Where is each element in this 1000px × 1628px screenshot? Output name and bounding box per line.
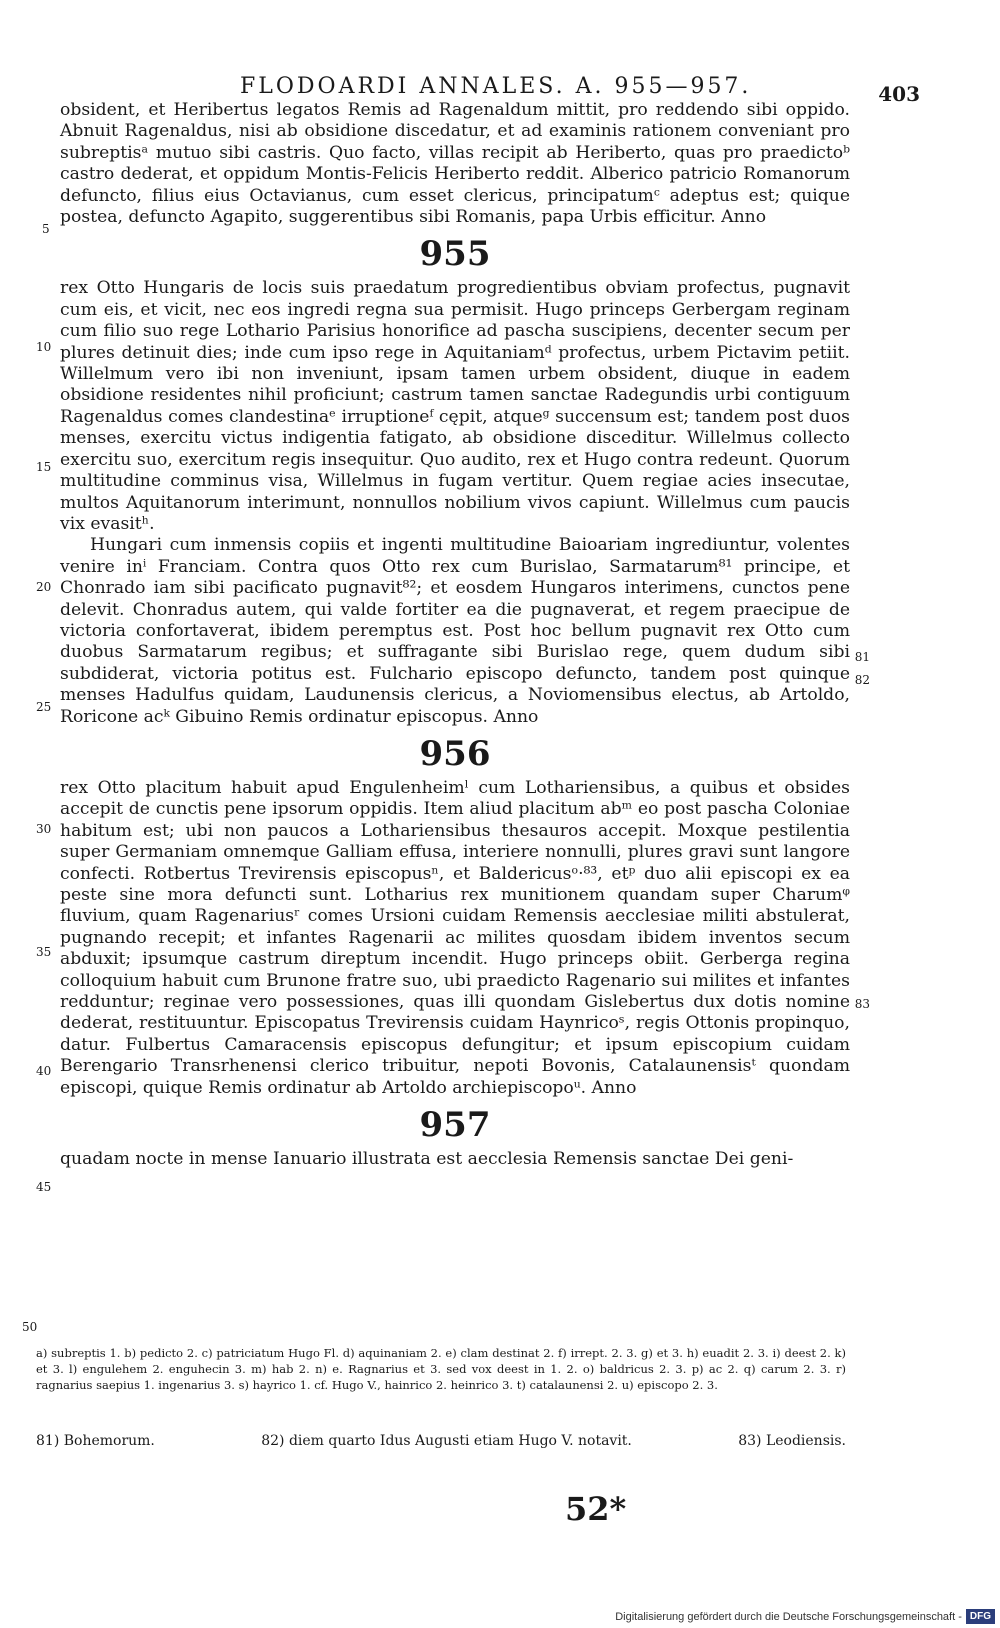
- line-number: 35: [36, 945, 52, 959]
- footnote-text: a) subreptis 1. b) pedicto 2. c) patriciatum Hugo Fl. d) aquinaniam 2. e) clam destinat 2. f) irrept. 2. 3. g) et 3. h) euadit 2. 3. i) deest 2. k) et 3. l) engulehem 2. enguhecin 3. m) hab 2. n) e. Ragnarius et 3. sed vox deest in 1. 2. o) baldricus 2. 3. p) ac 2. q) carum 2. 3. r) ragnarius saepius 1. ingenarius 3. s) hayrico 1. cf. Hugo V., hainrico 2. heinrico 3. t) catalaunensi 2. u) episcopo 2. 3.: [36, 1346, 846, 1392]
- paragraph-956: rex Otto placitum habuit apud Engulenheimˡ cum Lothariensibus, a quibus et obsides accepit de cunctis pene ipsorum oppidis. Item aliud placitum abᵐ eo post pascha Coloniae habitum est; ubi non paucos a Lothariensibus thesauros accepit. Moxque pestilentia super Germaniam omnemque Galliam effusa, interiere nonnulli, plures gravi sunt langore confecti. Rotbertus Trevirensis episcopusⁿ, et Baldericusᵒ·⁸³, etᵖ duo alii episcopi ex ea peste sine mora defuncti sunt. Lotharius rex munitionem quandam super Charumᵠ fluvium, quam Ragenariusʳ comes Ursioni cuidam Remensis aecclesiae militi abstulerat, pugnando recepit; et infantes Ragenarii ac milites quosdam ibidem inventos secum abduxit; ipsumque castrum direptum incendit. Hugo princeps obiit. Gerberga regina colloquium habuit cum Brunone fratre suo, ubi praedicto Ragenario sui milites et infantes redduntur; reginae vero possessiones, quas illi quondam Gislebertus dux dotis nomine dederat, restituuntur. Episcopatus Trevirensis cuidam Haynricoˢ, regis Ottonis propinquo, datur. Fulbertus Camaracensis episcopus defungitur; et ipsum episcopium cuidam Berengario Transrhenensi clerico tribuitur, nepoti Bovonis, Catalaunensisᵗ quondam episcopi, quique Remis ordinatur ab Artoldo archiepiscopoᵘ. Anno: [60, 777, 850, 1098]
- margin-note: 82: [854, 673, 870, 687]
- line-number: 5: [42, 222, 50, 236]
- year-heading-956: 956: [419, 733, 491, 774]
- running-title: FLODOARDI ANNALES. A. 955—957.: [240, 74, 752, 99]
- paragraph-957: quadam nocte in mense Ianuario illustrata est aecclesia Remensis sanctae Dei geni-: [60, 1149, 794, 1170]
- endnote-82: 82) diem quarto Idus Augusti etiam Hugo V. notavit.: [261, 1433, 632, 1449]
- endnote-83: 83) Leodiensis.: [738, 1433, 846, 1449]
- footer-text: Digitalisierung gefördert durch die Deutsche Forschungsgemeinschaft -: [615, 1610, 962, 1623]
- paragraph-955-b: Hungari cum inmensis copiis et ingenti multitudine Baioariam ingrediuntur, volentes venire inⁱ Franciam. Contra quos Otto rex cum Burislao, Sarmatarum⁸¹ principe, et Chonrado iam sibi pacificato pugnavit⁸²; et eosdem Hungaros interimens, cunctos pene delevit. Chonradus autem, qui valde fortiter ea die pugnaverat, et regem praecipue de victoria confortaverat, ibidem peremptus est. Post hoc bellum pugnavit rex Otto cum duobus Sarmatarum regibus; et suffragante sibi Burislao rege, quem dudum sibi subdiderat, victoria potitus est. Fulchario episcopo defuncto, tandem post quinque menses Hadulfus quidam, Laudunensis clericus, a Noviomensibus electus, ab Artoldo, Roricone acᵏ Gibuino Remis ordinatur episcopus. Anno: [60, 535, 850, 727]
- paragraph-955-a: rex Otto Hungaris de locis suis praedatum progredientibus obviam profectus, pugnavit cum eis, et vicit, nec eos ingredi regna sua permisit. Hugo princeps Gerbergam reginam cum filio suo rege Lothario Parisius honorifice ad pascha suscipiens, decenter secum per plures detinuit dies; inde cum ipso rege in Aquitaniamᵈ profectus, urbem Pictavim petiit. Willelmum vero ibi non inveniunt, ipsam tamen urbem obsident, diuque in eadem obsidione residentes nihil proficiunt; castrum tamen sanctae Radegundis urbi contiguum Ragenaldus comes clandestinaᵉ irruptioneᶠ cępit, atqueᵍ succensum est; tandem post duos menses, exercitu victus indigentia fatigato, ab obsidione disceditur. Willelmus collecto exercitu suo, exercitum regis insequitur. Quo audito, rex et Hugo contra redeunt. Quorum multitudine comminus visa, Willelmus in fugam vertitur. Quem regiae acies insecutae, multos Aquitanorum interimunt, nonnullos nobilium vivos capiunt. Willelmus cum paucis vix evasitʰ.: [60, 278, 850, 534]
- line-number: 10: [36, 340, 52, 354]
- line-number: 15: [36, 460, 52, 474]
- year-heading-957: 957: [419, 1105, 491, 1146]
- page-number: 403: [878, 82, 920, 106]
- footnotes: [36, 1345, 846, 1393]
- endnote-81: 81) Bohemorum.: [36, 1433, 155, 1449]
- margin-note: 83: [854, 997, 870, 1011]
- line-number: 45: [36, 1180, 52, 1194]
- line-number: 30: [36, 822, 52, 836]
- line-number: 50: [22, 1320, 38, 1334]
- signature-mark: 52*: [565, 1490, 627, 1528]
- year-heading-955: 955: [419, 234, 491, 275]
- digitization-footer: [615, 1609, 995, 1624]
- paragraph-954-end: obsident, et Heribertus legatos Remis ad Ragenaldum mittit, pro reddendo sibi oppido. Abnuit Ragenaldus, nisi ab obsidione discedatur, et ad examinis rationem conveniant pro subreptisᵃ mutuo sibi castris. Quo facto, villas recipit ab Heriberto, quas pro praedictoᵇ castro dederat, et oppidum Montis-Felicis Heriberto reddit. Alberico patricio Romanorum defuncto, filius eius Octavianus, cum esset clericus, principatumᶜ adeptus est; quique postea, defuncto Agapito, suggerentibus sibi Romanis, papa Urbis efficitur. Anno: [60, 100, 850, 228]
- body-text-block: [60, 100, 850, 1170]
- endnotes: [36, 1432, 846, 1450]
- margin-note: 81: [854, 650, 870, 664]
- line-number: 40: [36, 1064, 52, 1078]
- line-number: 20: [36, 580, 52, 594]
- line-number: 25: [36, 700, 52, 714]
- dfg-logo: DFG: [966, 1609, 995, 1624]
